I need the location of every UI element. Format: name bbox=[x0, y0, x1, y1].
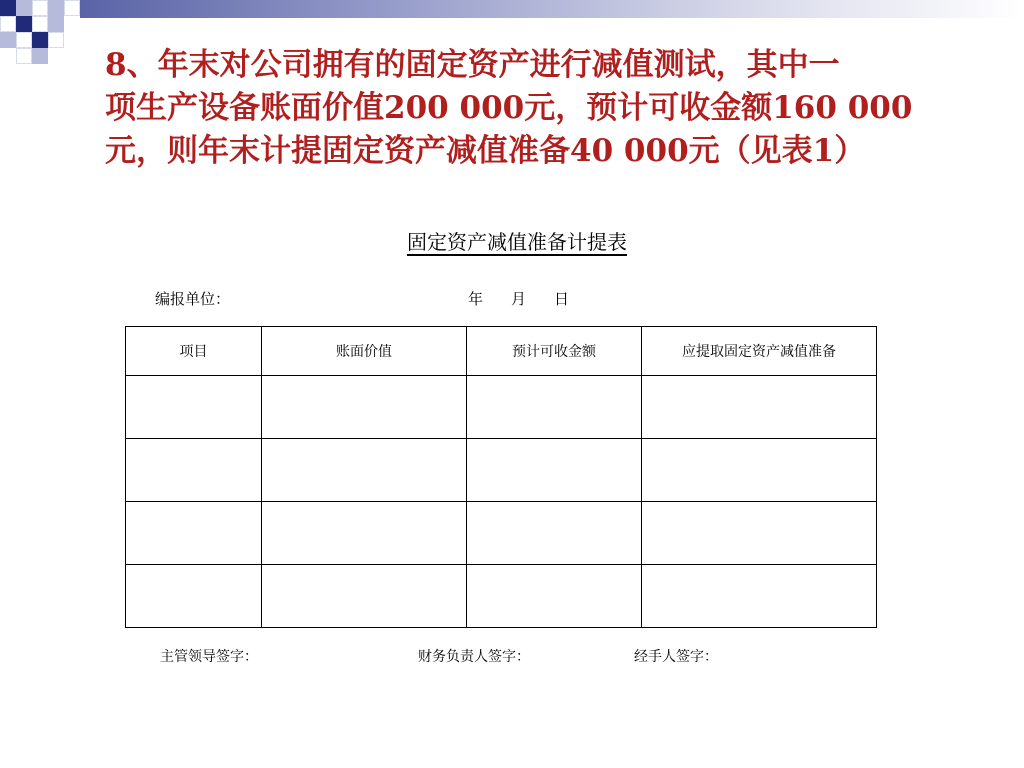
impairment-provision-table bbox=[125, 326, 877, 628]
table-cell bbox=[642, 565, 877, 628]
slide-title-line-3: 元，则年末计提固定资产减值准备40 000元（见表1） bbox=[105, 133, 866, 169]
table-cell bbox=[126, 376, 262, 439]
handler-signature-label: 经手人签字： bbox=[634, 649, 718, 665]
date-year-label: 年 bbox=[468, 290, 484, 308]
table-cell bbox=[126, 502, 262, 565]
column-header-recoverable-amount: 预计可收金额 bbox=[467, 327, 642, 376]
supervisor-signature-label: 主管领导签字： bbox=[160, 649, 258, 665]
column-header-item: 项目 bbox=[126, 327, 262, 376]
table-row bbox=[126, 376, 877, 439]
table-cell bbox=[467, 376, 642, 439]
column-header-book-value: 账面价值 bbox=[262, 327, 467, 376]
table-row bbox=[126, 565, 877, 628]
table-cell bbox=[642, 502, 877, 565]
date-day-label: 日 bbox=[554, 290, 570, 308]
table-cell bbox=[126, 565, 262, 628]
date-month-label: 月 bbox=[511, 290, 527, 308]
top-gradient-bar bbox=[80, 0, 1024, 18]
table-cell bbox=[262, 565, 467, 628]
slide-title bbox=[105, 44, 920, 173]
slide-title-line-1: 8、年末对公司拥有的固定资产进行减值测试，其中一 bbox=[105, 47, 840, 83]
table-cell bbox=[642, 439, 877, 502]
form-title bbox=[0, 226, 1024, 255]
table-cell bbox=[467, 439, 642, 502]
table-header-row bbox=[126, 327, 877, 376]
finance-signature-label: 财务负责人签字： bbox=[418, 649, 530, 665]
table-row bbox=[126, 439, 877, 502]
table-cell bbox=[467, 565, 642, 628]
reporting-unit-label: 编报单位： bbox=[155, 290, 231, 308]
column-header-impairment-provision: 应提取固定资产减值准备 bbox=[642, 327, 877, 376]
table-cell bbox=[262, 376, 467, 439]
slide-title-line-2: 项生产设备账面价值200 000元，预计可收金额160 000 bbox=[105, 90, 913, 126]
table-cell bbox=[262, 439, 467, 502]
table-cell bbox=[642, 376, 877, 439]
report-date bbox=[468, 288, 569, 309]
form-title-text: 固定资产减值准备计提表 bbox=[407, 230, 627, 254]
table-cell bbox=[126, 439, 262, 502]
table-cell bbox=[262, 502, 467, 565]
table-cell bbox=[467, 502, 642, 565]
table-row bbox=[126, 502, 877, 565]
corner-decoration bbox=[0, 0, 80, 64]
